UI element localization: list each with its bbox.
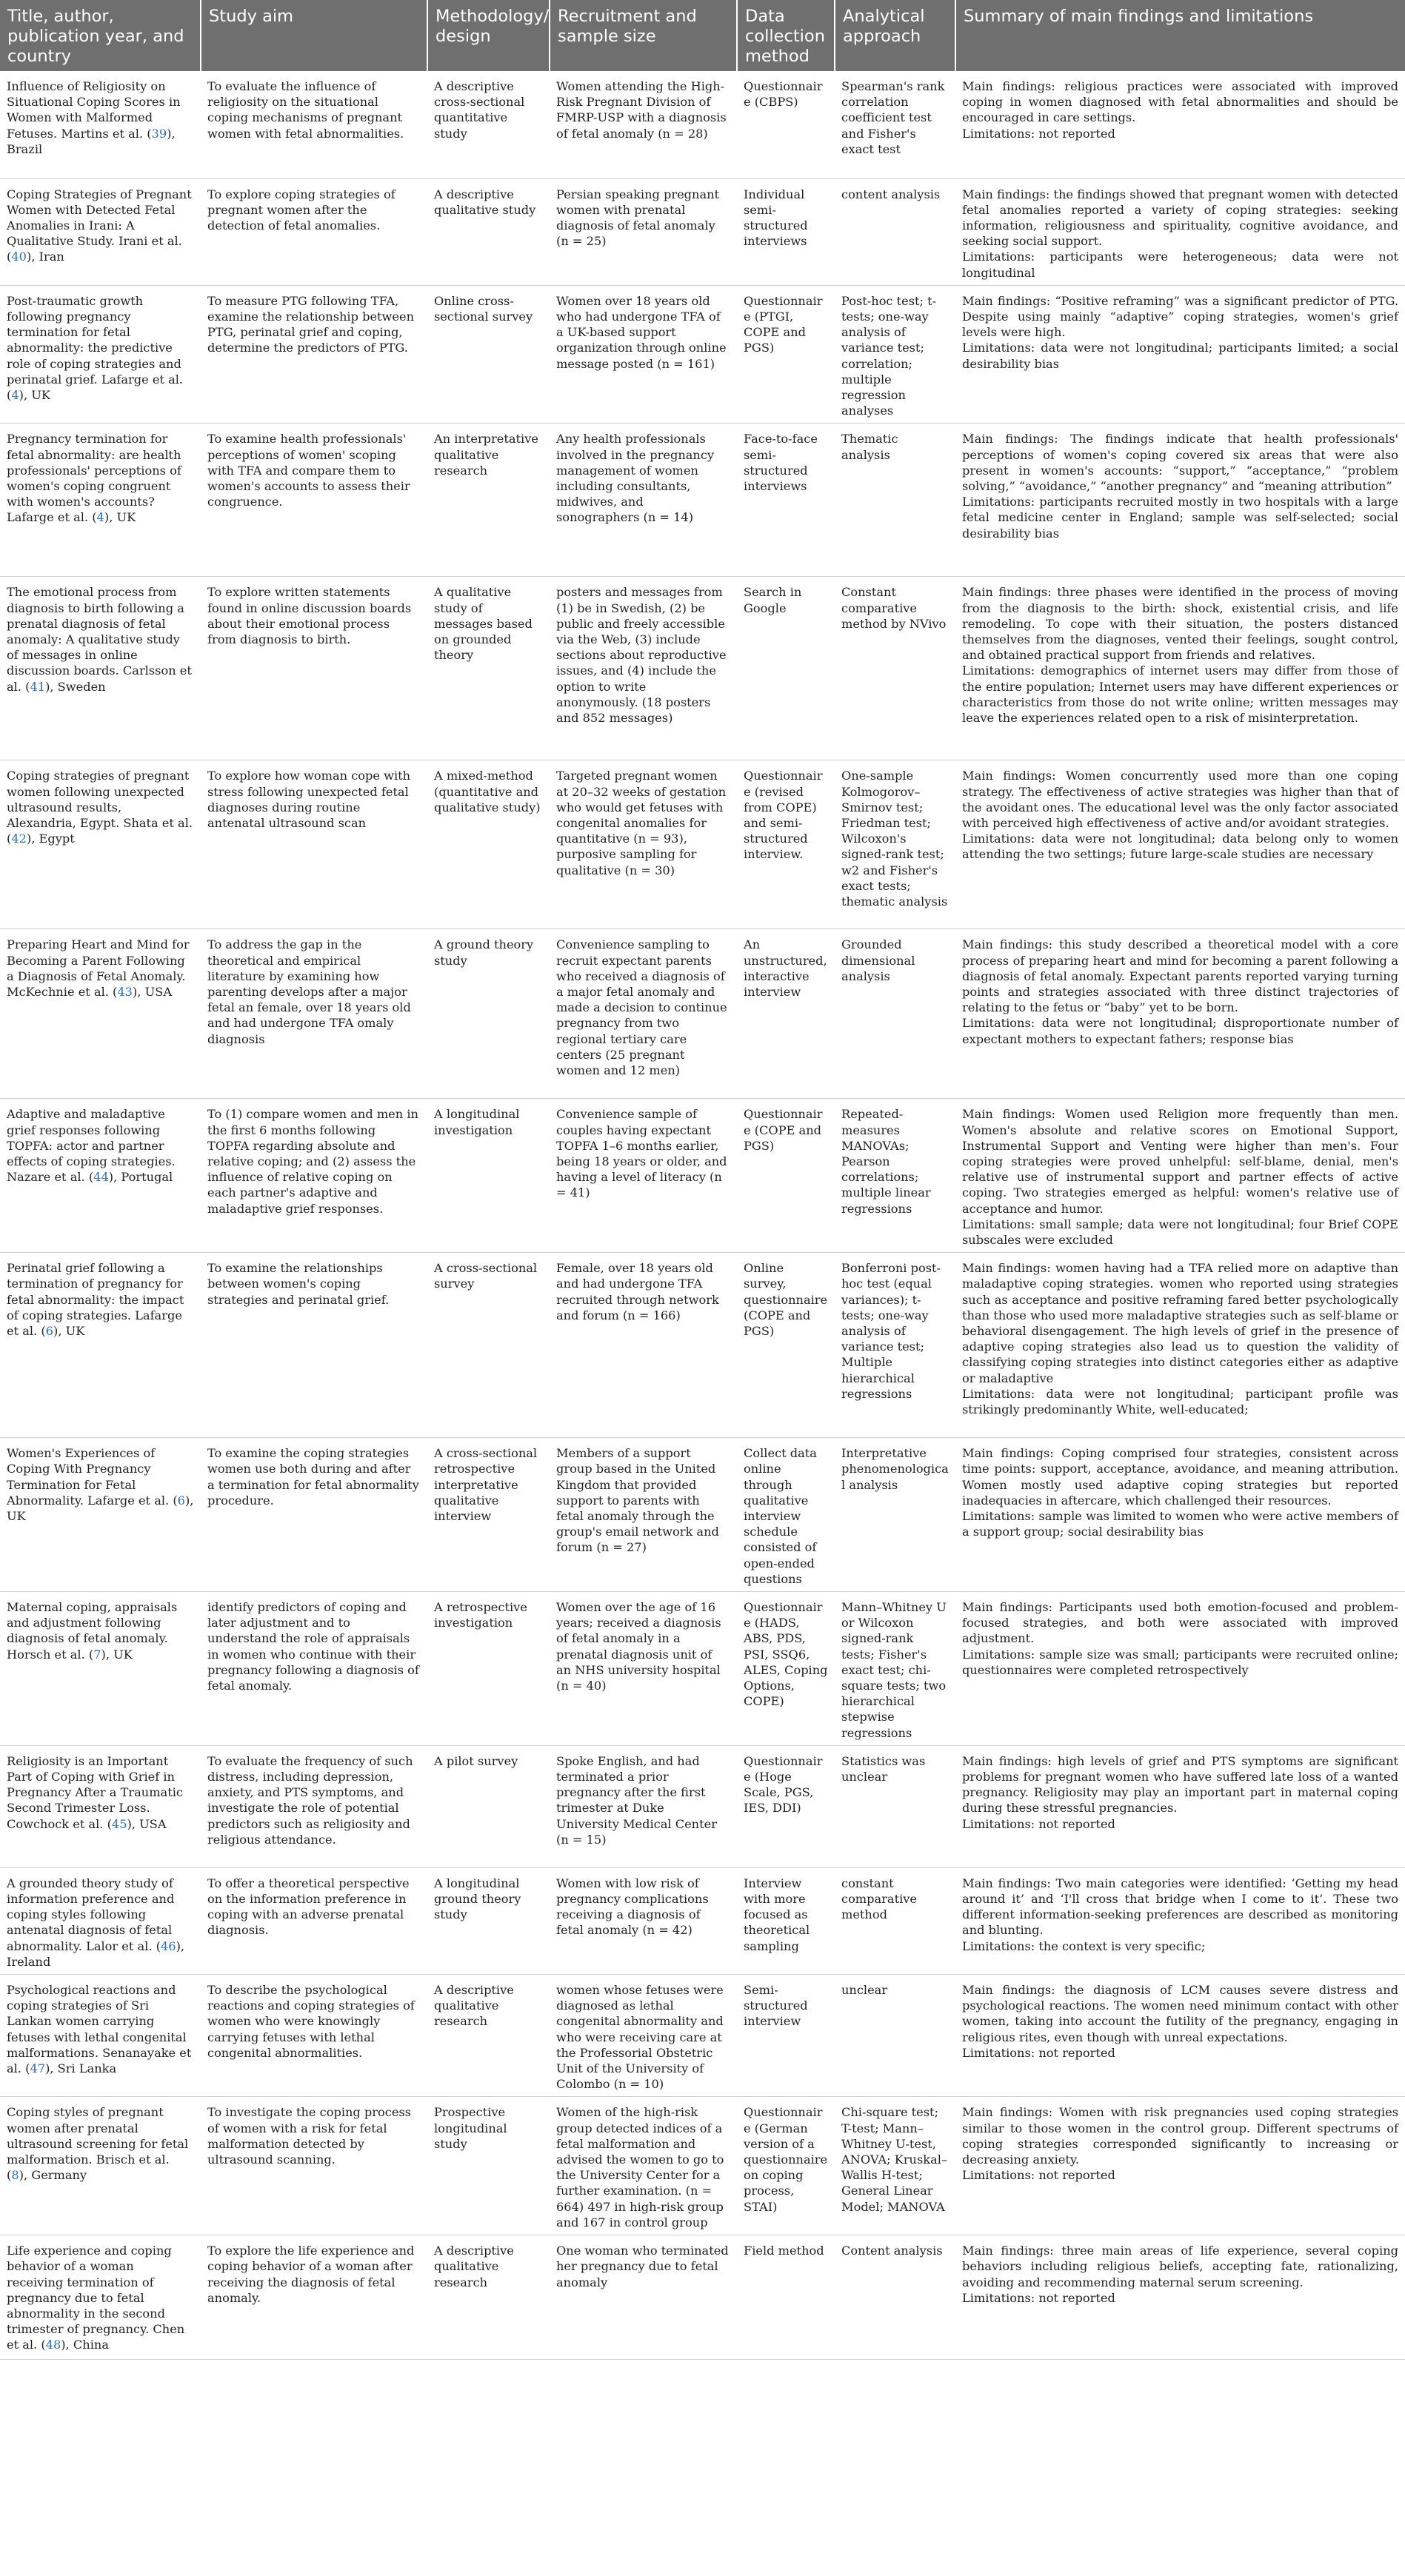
limitations-text: Limitations: not reported xyxy=(962,2168,1115,2183)
analysis-cell: Mann–Whitney U or Wilcoxon signed-rank tests; Fisher's exact test; chi-square tests; two hierarchical stepwise regressions xyxy=(835,1592,955,1746)
limitations-text: Limitations: data were not longitudinal; participants limited; a social desirability bias xyxy=(962,341,1398,371)
design-cell: A longitudinal investigation xyxy=(427,1099,550,1253)
study-country: , Ireland xyxy=(7,1938,185,1969)
sample-cell: Women over 18 years old who had undergone TFA of a UK-based support organization through online message posted (n = 161) xyxy=(550,285,737,424)
study-title: Preparing Heart and Mind for Becoming a Parent Following a Diagnosis of Fetal Anomaly. McKechnie et al. xyxy=(7,937,190,999)
findings-cell xyxy=(955,1745,1405,1867)
study-country: , Sri Lanka xyxy=(50,2061,117,2076)
design-cell: A ground theory study xyxy=(427,929,550,1099)
study-country: , UK xyxy=(7,1493,194,1523)
study-aim-cell: To explore how woman cope with stress following unexpected fetal diagnoses during routine antenatal ultrasound scan xyxy=(201,760,427,929)
study-aim-cell: To evaluate the influence of religiosity on the situational coping mechanisms of pregnant women with fetal abnormalities. xyxy=(201,71,427,178)
analysis-cell: Bonferroni post-hoc test (equal variances); t-tests; one-way analysis of variance test; Multiple hierarchical regressions xyxy=(835,1253,955,1438)
method-cell: Questionnaire (CBPS) xyxy=(737,71,835,178)
table-row xyxy=(0,1592,1405,1746)
design-cell: A descriptive qualitative research xyxy=(427,2235,550,2360)
reference-link[interactable]: 44 xyxy=(93,1170,109,1185)
analysis-cell: Post-hoc test; t-tests; one-way analysis of variance test; correlation; multiple regression analyses xyxy=(835,285,955,424)
table-row xyxy=(0,1867,1405,1974)
column-header-data-collection: Data collection method xyxy=(737,0,835,71)
title-cell: Maternal coping, appraisals and adjustment following diagnosis of fetal anomaly. Horsch et al. (7), UK xyxy=(0,1592,201,1746)
table-row xyxy=(0,2097,1405,2235)
analysis-cell: content analysis xyxy=(835,178,955,285)
main-findings-text: Main findings: religious practices were associated with improved coping in women diagnosed with fetal abnormalities and should be encouraged in care settings. xyxy=(962,79,1398,125)
title-cell: Pregnancy termination for fetal abnormality: are health professionals' perceptions of women's coping congruent with women's accounts? Lafarge et al. (4), UK xyxy=(0,424,201,577)
title-cell: Women's Experiences of Coping With Pregnancy Termination for Fetal Abnormality. Lafarge et al. (6), UK xyxy=(0,1438,201,1592)
findings-cell xyxy=(955,2235,1405,2360)
analysis-cell: Chi-square test; T-test; Mann–Whitney U-test, ANOVA; Kruskal–Wallis H-test; General Linear Model; MANOVA xyxy=(835,2097,955,2235)
main-findings-text: Main findings: three phases were identified in the process of moving from the diagnosis to the birth: shock, existential crisis, and life remodeling. To cope with their situation, the posters distanced themselves from the diagnoses, vented their feelings, sought control, and obtained practical support from friends and relatives. xyxy=(962,585,1398,663)
table-row xyxy=(0,1975,1405,2097)
column-header-analytical-approach: Analytical approach xyxy=(835,0,955,71)
method-cell: Semi-structured interview xyxy=(737,1975,835,2097)
reference-link[interactable]: 7 xyxy=(93,1647,101,1662)
study-aim-cell: To explore the life experience and coping behavior of a woman after receiving the diagnosis of fetal anomaly. xyxy=(201,2235,427,2360)
findings-cell xyxy=(955,2097,1405,2235)
table-row xyxy=(0,1253,1405,1438)
sample-cell: posters and messages from (1) be in Swedish, (2) be public and freely accessible via the Web, (3) include sections about reproductive issues, and (4) include the option to write anonymously. (18 posters and 852 messages) xyxy=(550,577,737,760)
sample-cell: Women attending the High-Risk Pregnant Division of FMRP-USP with a diagnosis of fetal anomaly (n = 28) xyxy=(550,71,737,178)
analysis-cell: Content analysis xyxy=(835,2235,955,2360)
sample-cell: Women of the high-risk group detected indices of a fetal malformation and advised the women to go to the University Center for a further examination. (n = 664) 497 in high-risk group and 167 in control group xyxy=(550,2097,737,2235)
title-cell: Coping strategies of pregnant women following unexpected ultrasound results, Alexandria, Egypt. Shata et al. (42), Egypt xyxy=(0,760,201,929)
limitations-text: Limitations: the context is very specific; xyxy=(962,1938,1206,1953)
main-findings-text: Main findings: high levels of grief and PTS symptoms are significant problems for pregnant women who have suffered late loss of a wanted pregnancy. Religiosity may play an important part in maternal coping during these stressful pregnancies. xyxy=(962,1753,1398,1816)
title-cell: Perinatal grief following a termination of pregnancy for fetal abnormality: the impact of coping strategies. Lafarge et al. (6), UK xyxy=(0,1253,201,1438)
findings-cell xyxy=(955,1438,1405,1592)
study-title: Perinatal grief following a termination of pregnancy for fetal abnormality: the impact of coping strategies. Lafarge et al. xyxy=(7,1261,184,1338)
findings-cell xyxy=(955,1867,1405,1974)
title-cell: Psychological reactions and coping strategies of Sri Lankan women carrying fetuses with lethal congenital malformations. Senanayake et al. (47), Sri Lanka xyxy=(0,1975,201,2097)
main-findings-text: Main findings: Participants used both emotion-focused and problem-focused strategies, and both were associated with improved adjustment. xyxy=(962,1600,1398,1646)
sample-cell: Convenience sample of couples having expectant TOPFA 1–6 months earlier, being 18 years or older, and having a level of literacy (n = 41) xyxy=(550,1099,737,1253)
study-aim-cell: To explore coping strategies of pregnant women after the detection of fetal anomalies. xyxy=(201,178,427,285)
study-title: Psychological reactions and coping strategies of Sri Lankan women carrying fetuses with lethal congenital malformations. Senanayake et al. xyxy=(7,1983,192,2076)
reference-link[interactable]: 8 xyxy=(11,2168,19,2183)
study-country: , UK xyxy=(23,387,50,402)
main-findings-text: Main findings: “Positive reframing” was a significant predictor of PTG. Despite using mainly “adaptive” coping strategies, women's grief levels were high. xyxy=(962,293,1398,340)
study-aim-cell: To measure PTG following TFA, examine the relationship between PTG, perinatal grief and coping, determine the predictors of PTG. xyxy=(201,285,427,424)
reference-link[interactable]: 4 xyxy=(11,387,19,402)
table-row xyxy=(0,178,1405,285)
limitations-text: Limitations: not reported xyxy=(962,2045,1115,2060)
method-cell: Interview with more focused as theoretical sampling xyxy=(737,1867,835,1974)
method-cell: Questionnaire (German version of a questionnaire on coping process, STAI) xyxy=(737,2097,835,2235)
study-country: , UK xyxy=(105,1647,133,1662)
design-cell: A descriptive cross-sectional quantitative study xyxy=(427,71,550,178)
design-cell: Online cross-sectional survey xyxy=(427,285,550,424)
main-findings-text: Main findings: Women used Religion more frequently than men. Women's absolute and relative scores on Emotional Support, Instrumental Support and Venting were higher than men's. Four coping strategies were proved unhelpful: self-blame, denial, men's relative use of instrumental support and partner effects of active coping. Two strategies emerged as helpful: women's relative use of acceptance and humor. xyxy=(962,1107,1398,1216)
title-cell: Adaptive and maladaptive grief responses following TOPFA: actor and partner effects of coping strategies. Nazare et al. (44), Portugal xyxy=(0,1099,201,1253)
sample-cell: Spoke English, and had terminated a prior pregnancy after the first trimester at Duke University Medical Center (n = 15) xyxy=(550,1745,737,1867)
study-aim-cell: To address the gap in the theoretical and empirical literature by examining how parenting develops after a major fetal an female, over 18 years old and had undergone TFA omaly diagnosis xyxy=(201,929,427,1099)
method-cell: Field method xyxy=(737,2235,835,2360)
study-title: Post-traumatic growth following pregnancy termination for fetal abnormality: the predictive role of coping strategies and perinatal grief. Lafarge et al. xyxy=(7,293,184,387)
limitations-text: Limitations: not reported xyxy=(962,126,1115,141)
design-cell: A descriptive qualitative research xyxy=(427,1975,550,2097)
design-cell: A mixed-method (quantitative and qualitative study) xyxy=(427,760,550,929)
study-country: , Portugal xyxy=(113,1170,173,1185)
table-row xyxy=(0,1745,1405,1867)
reference-link[interactable]: 4 xyxy=(96,510,104,525)
sample-cell: Any health professionals involved in the pregnancy management of women including consultants, midwives, and sonographers (n = 14) xyxy=(550,424,737,577)
study-country: , UK xyxy=(58,1323,85,1338)
findings-cell xyxy=(955,424,1405,577)
method-cell: An unstructured, interactive interview xyxy=(737,929,835,1099)
main-findings-text: Main findings: Women with risk pregnancies used coping strategies similar to those women in the control group. Different spectrums of coping strategies corresponded significantly to increasing or decreasing anxiety. xyxy=(962,2105,1398,2167)
main-findings-text: Main findings: Coping comprised four strategies, consistent across time points: support, acceptance, avoidance, and meaning attribution. Women mostly used adaptive coping strategies but reported inadequacies in aftercare, which challenged their resources. xyxy=(962,1446,1398,1508)
analysis-cell: Statistics was unclear xyxy=(835,1745,955,1867)
limitations-text: Limitations: data were not longitudinal; participant profile was strikingly predominantly White, well-educated; xyxy=(962,1386,1398,1416)
study-aim-cell: To investigate the coping process of women with a risk for fetal malformation detected by ultrasound scanning. xyxy=(201,2097,427,2235)
method-cell: Questionnaire (HADS, ABS, PDS, PSI, SSQ6, ALES, Coping Options, COPE) xyxy=(737,1592,835,1746)
main-findings-text: Main findings: three main areas of life experience, several coping behaviors including religious beliefs, accepting fate, rationalizing, avoiding and recommending maternal serum screening. xyxy=(962,2244,1398,2289)
main-findings-text: Main findings: the diagnosis of LCM causes severe distress and psychological reactions. The women need minimum contact with other women, taking into account the futility of the pregnancy, engaging in religious rites, even though with unreal expectations. xyxy=(962,1983,1398,2044)
design-cell: A descriptive qualitative study xyxy=(427,178,550,285)
design-cell: Prospective longitudinal study xyxy=(427,2097,550,2235)
sample-cell: Targeted pregnant women at 20–32 weeks of gestation who would get fetuses with congenital anomalies for quantitative (n = 93), purposive sampling for qualitative (n = 30) xyxy=(550,760,737,929)
reference-link[interactable]: 46 xyxy=(160,1938,176,1953)
table-row xyxy=(0,1099,1405,1253)
study-aim-cell: To examine the coping strategies women use both during and after a termination for fetal abnormality procedure. xyxy=(201,1438,427,1592)
study-country: , USA xyxy=(137,984,173,999)
study-title: Influence of Religiosity on Situational Coping Scores in Women with Malformed Fetuses. Martins et al. xyxy=(7,79,181,141)
table-body xyxy=(0,71,1405,2360)
title-cell: Preparing Heart and Mind for Becoming a Parent Following a Diagnosis of Fetal Anomaly. McKechnie et al. (43), USA xyxy=(0,929,201,1099)
findings-cell xyxy=(955,1592,1405,1746)
title-cell: Post-traumatic growth following pregnancy termination for fetal abnormality: the predictive role of coping strategies and perinatal grief. Lafarge et al. (4), UK xyxy=(0,285,201,424)
study-aim-cell: To offer a theoretical perspective on the information preference in coping with an adverse prenatal diagnosis. xyxy=(201,1867,427,1974)
reference-link[interactable]: 47 xyxy=(30,2061,46,2076)
study-aim-cell: To explore written statements found in online discussion boards about their emotional process from diagnosis to birth. xyxy=(201,577,427,760)
findings-cell xyxy=(955,71,1405,178)
analysis-cell: Constant comparative method by NVivo xyxy=(835,577,955,760)
sample-cell: Women over the age of 16 years; received a diagnosis of fetal anomaly in a prenatal diagnosis unit of an NHS university hospital (n = 40) xyxy=(550,1592,737,1746)
table-row xyxy=(0,424,1405,577)
findings-cell xyxy=(955,285,1405,424)
column-header-methodology: Methodology/ design xyxy=(427,0,550,71)
analysis-cell: Grounded dimensional analysis xyxy=(835,929,955,1099)
limitations-text: Limitations: participants recruited mostly in two hospitals with a large fetal medicine center in England; sample was self-selected; social desirability bias xyxy=(962,495,1398,541)
main-findings-text: Main findings: this study described a theoretical model with a core process of preparing heart and mind for becoming a parent following a diagnosis of fetal anomaly. Expectant parents reported varying turning points and strategies associated with three distinct trajectories of relating to the fetus or “baby” yet to be born. xyxy=(962,937,1398,1015)
main-findings-text: Main findings: The findings indicate that health professionals' perceptions of women's coping covered six areas that were also present in women's accounts: “support,” “acceptance,” “problem solving,” “avoidance,” “another pregnancy” and “meaning attribution” xyxy=(962,432,1398,493)
study-aim-cell: identify predictors of coping and later adjustment and to understand the role of appraisals in women who continue with their pregnancy following a diagnosis of fetal anomaly. xyxy=(201,1592,427,1746)
findings-cell xyxy=(955,1099,1405,1253)
analysis-cell: Interpretative phenomenological analysis xyxy=(835,1438,955,1592)
column-header-recruitment: Recruitment and sample size xyxy=(550,0,737,71)
study-title: Adaptive and maladaptive grief responses following TOPFA: actor and partner effects of coping strategies. Nazare et al. xyxy=(7,1107,176,1185)
study-title: Maternal coping, appraisals and adjustment following diagnosis of fetal anomaly. Horsch et al. xyxy=(7,1600,178,1662)
analysis-cell: Thematic analysis xyxy=(835,424,955,577)
study-aim-cell: To describe the psychological reactions and coping strategies of women who were knowingly carrying fetuses with lethal congenital abnormalities. xyxy=(201,1975,427,2097)
method-cell: Online survey, questionnaire (COPE and PGS) xyxy=(737,1253,835,1438)
table-header-row xyxy=(0,0,1405,71)
method-cell: Questionnaire (Hoge Scale, PGS, IES, DDI) xyxy=(737,1745,835,1867)
study-title: Women's Experiences of Coping With Pregnancy Termination for Fetal Abnormality. Lafarge et al. xyxy=(7,1446,170,1508)
reference-link[interactable]: 39 xyxy=(151,126,167,141)
analysis-cell: Repeated-measures MANOVAs; Pearson correlations; multiple linear regressions xyxy=(835,1099,955,1253)
limitations-text: Limitations: data were not longitudinal; data belong only to women attending the two settings; future large-scale studies are necessary xyxy=(962,832,1398,862)
table-row xyxy=(0,71,1405,178)
study-country: , Egypt xyxy=(31,832,75,846)
limitations-text: Limitations: not reported xyxy=(962,1816,1115,1831)
analysis-cell: One-sample Kolmogorov–Smirnov test; Friedman test; Wilcoxon's signed-rank test; w2 and Fisher's exact tests; thematic analysis xyxy=(835,760,955,929)
main-findings-text: Main findings: women having had a TFA relied more on adaptive than maladaptive coping strategies. women who reported using strategies such as acceptance and positive reframing fared better psychologically than those who used more maladaptive strategies such as self-blame or behavioral disengagement. The high levels of grief in the presence of adaptive coping strategies also lead us to question the validity of classifying coping strategies into distinct categories either as adaptive or maladaptive xyxy=(962,1261,1398,1385)
column-header-title: Title, author, publication year, and country xyxy=(0,0,201,71)
title-cell: The emotional process from diagnosis to birth following a prenatal diagnosis of fetal anomaly: A qualitative study of messages in online discussion boards. Carlsson et al. (41), Sweden xyxy=(0,577,201,760)
method-cell: Collect data online through qualitative interview schedule consisted of open-ended questions xyxy=(737,1438,835,1592)
table-row xyxy=(0,285,1405,424)
study-country: , Sweden xyxy=(50,679,106,694)
limitations-text: Limitations: participants were heterogeneous; data were not longitudinal xyxy=(962,250,1398,280)
study-country: , USA xyxy=(131,1816,167,1831)
method-cell: Individual semi-structured interviews xyxy=(737,178,835,285)
study-aim-cell: To examine the relationships between women's coping strategies and perinatal grief. xyxy=(201,1253,427,1438)
study-country: , Iran xyxy=(31,250,64,264)
findings-cell xyxy=(955,1975,1405,2097)
sample-cell: women whose fetuses were diagnosed as lethal congenital abnormality and who were receiving care at the Professorial Obstetric Unit of the University of Colombo (n = 10) xyxy=(550,1975,737,2097)
findings-cell xyxy=(955,760,1405,929)
limitations-text: Limitations: sample size was small; participants were recruited online; questionnaires were completed retrospectively xyxy=(962,1647,1398,1677)
method-cell: Questionnaire (revised from COPE) and semi-structured interview. xyxy=(737,760,835,929)
study-country: , Germany xyxy=(23,2168,87,2183)
table-row xyxy=(0,2235,1405,2360)
study-title: Coping Strategies of Pregnant Women with Detected Fetal Anomalies in Irani: A Qualitative Study. Irani et al. xyxy=(7,187,192,249)
title-cell: Religiosity is an Important Part of Coping with Grief in Pregnancy After a Traumatic Second Trimester Loss. Cowchock et al. (45), USA xyxy=(0,1745,201,1867)
table-row xyxy=(0,1438,1405,1592)
sample-cell: One woman who terminated her pregnancy due to fetal anomaly xyxy=(550,2235,737,2360)
title-cell: Coping styles of pregnant women after prenatal ultrasound screening for fetal malformation. Brisch et al. (8), Germany xyxy=(0,2097,201,2235)
main-findings-text: Main findings: Two main categories were identified: ‘Getting my head around it’ and ‘I'll cross that bridge when I come to it’. These two different information-seeking preferences are described as monitoring and blunting. xyxy=(962,1876,1398,1938)
analysis-cell: unclear xyxy=(835,1975,955,2097)
sample-cell: Female, over 18 years old and had undergone TFA recruited through network and forum (n = 166) xyxy=(550,1253,737,1438)
analysis-cell: Spearman's rank correlation coefficient test and Fisher's exact test xyxy=(835,71,955,178)
study-country: , China xyxy=(65,2338,109,2352)
limitations-text: Limitations: sample was limited to women who were active members of a support group; social desirability bias xyxy=(962,1508,1398,1539)
study-title: Religiosity is an Important Part of Coping with Grief in Pregnancy After a Traumatic Second Trimester Loss. Cowchock et al. xyxy=(7,1753,183,1831)
reference-link[interactable]: 40 xyxy=(11,250,27,264)
design-cell: A pilot survey xyxy=(427,1745,550,1867)
reference-link[interactable]: 48 xyxy=(45,2338,61,2352)
design-cell: A cross-sectional survey xyxy=(427,1253,550,1438)
method-cell: Face-to-face semi-structured interviews xyxy=(737,424,835,577)
reference-link[interactable]: 42 xyxy=(11,832,27,846)
method-cell: Search in Google xyxy=(737,577,835,760)
column-header-study-aim: Study aim xyxy=(201,0,427,71)
reference-link[interactable]: 45 xyxy=(111,1816,127,1831)
findings-cell xyxy=(955,929,1405,1099)
study-aim-cell: To examine health professionals' perceptions of women' scoping with TFA and compare them to women's accounts to assess their congruence. xyxy=(201,424,427,577)
table-row xyxy=(0,760,1405,929)
sample-cell: Women with low risk of pregnancy complications receiving a diagnosis of fetal anomaly (n = 42) xyxy=(550,1867,737,1974)
analysis-cell: constant comparative method xyxy=(835,1867,955,1974)
sample-cell: Convenience sampling to recruit expectant parents who received a diagnosis of a major fetal anomaly and made a decision to continue pregnancy from two regional tertiary care centers (25 pregnant women and 12 men) xyxy=(550,929,737,1099)
column-header-findings: Summary of main findings and limitations xyxy=(955,0,1405,71)
study-country: , UK xyxy=(109,510,136,525)
study-title: The emotional process from diagnosis to birth following a prenatal diagnosis of fetal anomaly: A qualitative study of messages in online discussion boards. Carlsson et al. xyxy=(7,585,192,694)
study-title: Life experience and coping behavior of a woman receiving termination of pregnancy due to fetal abnormality in the second trimester of pregnancy. Chen et al. xyxy=(7,2244,185,2352)
table-row xyxy=(0,929,1405,1099)
main-findings-text: Main findings: Women concurrently used more than one coping strategy. The effectiveness of active strategies was higher than that of the avoidant ones. The educational level was the only factor associated with perceived high effectiveness of active and/or avoidant strategies. xyxy=(962,769,1398,830)
reference-link[interactable]: 6 xyxy=(45,1323,53,1338)
limitations-text: Limitations: not reported xyxy=(962,2290,1115,2305)
reference-link[interactable]: 43 xyxy=(117,984,133,999)
method-cell: Questionnaire (COPE and PGS) xyxy=(737,1099,835,1253)
findings-cell xyxy=(955,1253,1405,1438)
method-cell: Questionnaire (PTGI, COPE and PGS) xyxy=(737,285,835,424)
limitations-text: Limitations: demographics of internet users may differ from those of the entire population; Internet users may have different experiences or characteristics from those do not write online; written messages may leave the experiences related open to a risk of misinterpretation. xyxy=(962,663,1398,725)
title-cell: A grounded theory study of information preference and coping styles following antenatal diagnosis of fetal abnormality. Lalor et al. (46), Ireland xyxy=(0,1867,201,1974)
study-title: Coping styles of pregnant women after prenatal ultrasound screening for fetal malformation. Brisch et al. xyxy=(7,2105,189,2167)
study-country: , Brazil xyxy=(7,126,176,156)
findings-cell xyxy=(955,577,1405,760)
study-title: Pregnancy termination for fetal abnormality: are health professionals' perceptions of women's coping congruent with women's accounts? Lafarge et al. xyxy=(7,432,181,525)
study-aim-cell: To (1) compare women and men in the first 6 months following TOPFA regarding absolute and relative coping; and (2) assess the influence of relative coping on each partner's adaptive and maladaptive grief responses. xyxy=(201,1099,427,1253)
design-cell: A retrospective investigation xyxy=(427,1592,550,1746)
reference-link[interactable]: 6 xyxy=(177,1493,185,1508)
main-findings-text: Main findings: the findings showed that pregnant women with detected fetal anomalies reported a variety of coping strategies: seeking information, religiousness and spirituality, cognitive avoidance, and seeking social support. xyxy=(962,187,1398,249)
study-aim-cell: To evaluate the frequency of such distress, including depression, anxiety, and PTS symptoms, and investigate the role of potential predictors such as religiosity and religious attendance. xyxy=(201,1745,427,1867)
design-cell: A qualitative study of messages based on grounded theory xyxy=(427,577,550,760)
limitations-text: Limitations: small sample; data were not longitudinal; four Brief COPE subscales were excluded xyxy=(962,1217,1398,1247)
findings-cell xyxy=(955,178,1405,285)
sample-cell: Persian speaking pregnant women with prenatal diagnosis of fetal anomaly (n = 25) xyxy=(550,178,737,285)
limitations-text: Limitations: data were not longitudinal; disproportionate number of expectant mothers to expectant fathers; response bias xyxy=(962,1016,1398,1046)
table-row xyxy=(0,577,1405,760)
title-cell: Coping Strategies of Pregnant Women with Detected Fetal Anomalies in Irani: A Qualitative Study. Irani et al. (40), Iran xyxy=(0,178,201,285)
design-cell: An interpretative qualitative research xyxy=(427,424,550,577)
title-cell: Life experience and coping behavior of a woman receiving termination of pregnancy due to fetal abnormality in the second trimester of pregnancy. Chen et al. (48), China xyxy=(0,2235,201,2360)
title-cell: Influence of Religiosity on Situational Coping Scores in Women with Malformed Fetuses. Martins et al. (39), Brazil xyxy=(0,71,201,178)
reference-link[interactable]: 41 xyxy=(30,679,46,694)
design-cell: A cross-sectional retrospective interpretative qualitative interview xyxy=(427,1438,550,1592)
study-title: A grounded theory study of information preference and coping styles following antenatal diagnosis of fetal abnormality. Lalor et al. xyxy=(7,1876,175,1953)
design-cell: A longitudinal ground theory study xyxy=(427,1867,550,1974)
sample-cell: Members of a support group based in the United Kingdom that provided support to parents with fetal anomaly through the group's email network and forum (n = 27) xyxy=(550,1438,737,1592)
study-title: Coping strategies of pregnant women following unexpected ultrasound results, Alexandria, Egypt. Shata et al. xyxy=(7,769,193,830)
